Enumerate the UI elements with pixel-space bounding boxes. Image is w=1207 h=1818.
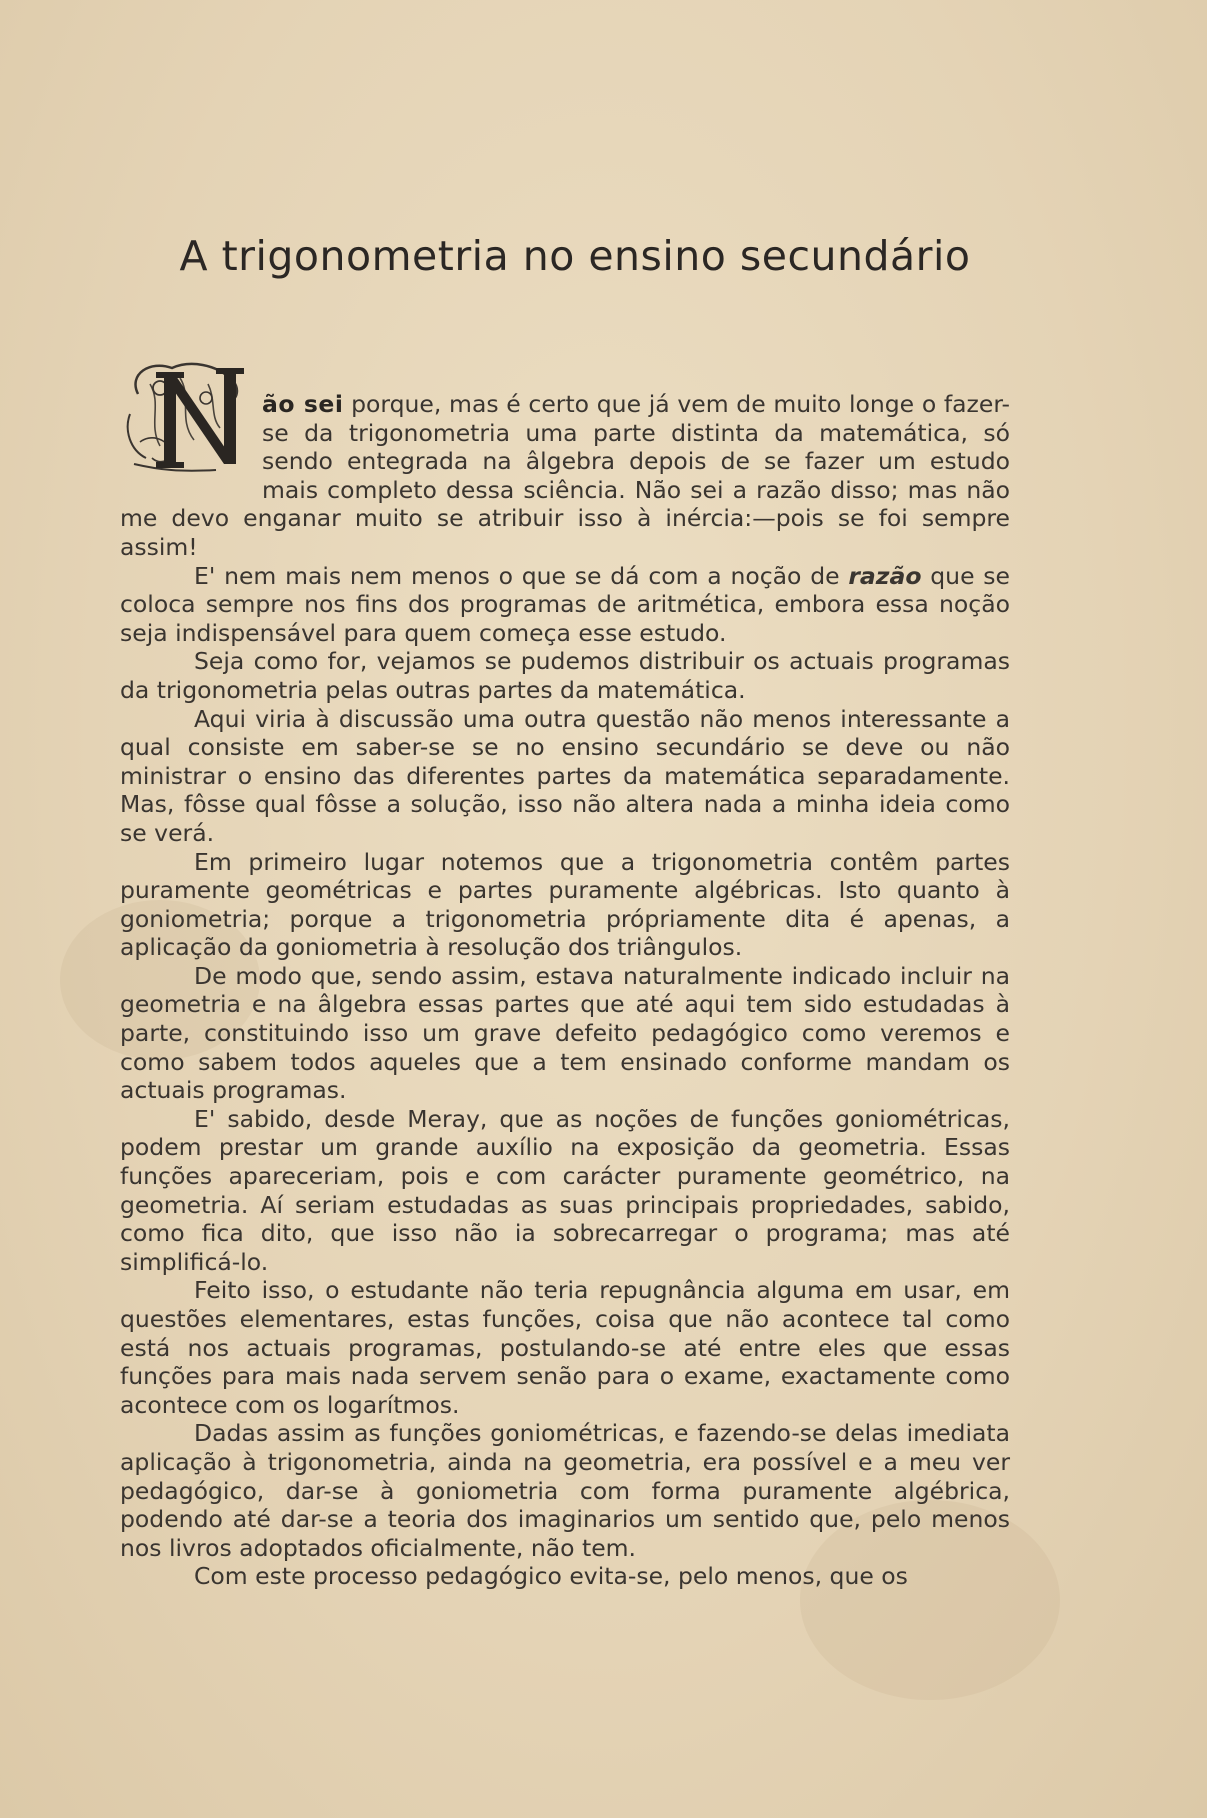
- ornate-dropcap-n-icon: [120, 354, 250, 478]
- paragraph-8: [120, 1276, 1010, 1419]
- lead-words: ão sei: [262, 390, 344, 418]
- article-body: [120, 390, 1010, 1591]
- paragraph-text: Seja como for, vejamos se pudemos distribuir os actuais programas da trigonometria pelas outras partes da matemática.: [120, 647, 1010, 704]
- paragraph-2: [120, 562, 1010, 648]
- paragraph-text: porque, mas é certo que já vem de muito longe o fazer-se da trigonometria uma parte distinta da matemática, só sendo entegrada na âlgebra depois de se fazer um estudo mais completo dessa sciência. Não sei a razão disso; mas não me devo enganar muito se atribuir isso à inércia:—pois se foi sempre assim!: [120, 390, 1010, 561]
- paragraph-3: [120, 647, 1010, 704]
- paragraph-7: [120, 1105, 1010, 1277]
- paragraph-text: De modo que, sendo assim, estava naturalmente indicado incluir na geometria e na âlgebra essas partes que até aqui tem sido estudadas à parte, constituindo isso um grave defeito pedagógico como veremos e como sabem todos aqueles que a tem ensinado conforme mandam os actuais programas.: [120, 961, 1010, 1105]
- italic-term: razão: [848, 561, 922, 590]
- paragraph-text: Dadas assim as funções goniométricas, e fazendo-se delas imediata aplicação à trigonometria, ainda na geometria, era possível e a meu ver pedagógico, dar-se à goniometria com forma puramente algébrica, podendo até dar-se a teoria dos imaginarios um sentido que, pelo menos nos livros adoptados oficialmente, não tem.: [120, 1419, 1010, 1562]
- paragraph-6: [120, 962, 1010, 1105]
- paragraph-9: [120, 1419, 1010, 1562]
- paragraph-1: [120, 390, 1010, 562]
- paragraph-text: E' sabido, desde Meray, que as noções de funções goniométricas, podem prestar um grande auxílio na exposição da geometria. Essas funções apareceriam, pois e com carácter puramente geométrico, na geometria. Aí seriam estudadas as suas principais propriedades, sabido, como fica dito, que isso não ia sobrecarregar o programa; mas até simplificá-lo.: [120, 1104, 1010, 1276]
- paragraph-4: [120, 705, 1010, 848]
- paragraph-text: Aqui viria à discussão uma outra questão não menos interessante a qual consiste em saber-se se no ensino secundário se deve ou não ministrar o ensino das diferentes partes da matemática separadamente. Mas, fôsse qual fôsse a solução, isso não altera nada a minha ideia como se verá.: [120, 704, 1010, 847]
- paragraph-text: E' nem mais nem menos o que se dá com a noção de: [194, 561, 849, 590]
- paragraph-10: [120, 1562, 1010, 1591]
- paragraph-5: [120, 848, 1010, 962]
- article-title: A trigonometria no ensino secundário: [179, 232, 971, 280]
- paragraph-text: Em primeiro lugar notemos que a trigonometria contêm partes puramente geométricas e partes puramente algébricas. Isto quanto à goniometria; porque a trigonometria própriamente dita é apenas, a aplicação da goniometria à resolução dos triângulos.: [120, 847, 1010, 962]
- paragraph-text: Feito isso, o estudante não teria repugnância alguma em usar, em questões elementares, estas funções, coisa que não acontece tal como está nos actuais programas, postulando-se até entre eles que essas funções para mais nada servem senão para o exame, exactamente como acontece com os logarítmos.: [120, 1276, 1010, 1419]
- paragraph-text: Com este processo pedagógico evita-se, pelo menos, que os: [194, 1562, 908, 1591]
- paragraph-text-after: que se coloca sempre nos fins dos programas de aritmética, embora essa noção seja indispensável para quem começa esse estudo.: [120, 561, 1010, 647]
